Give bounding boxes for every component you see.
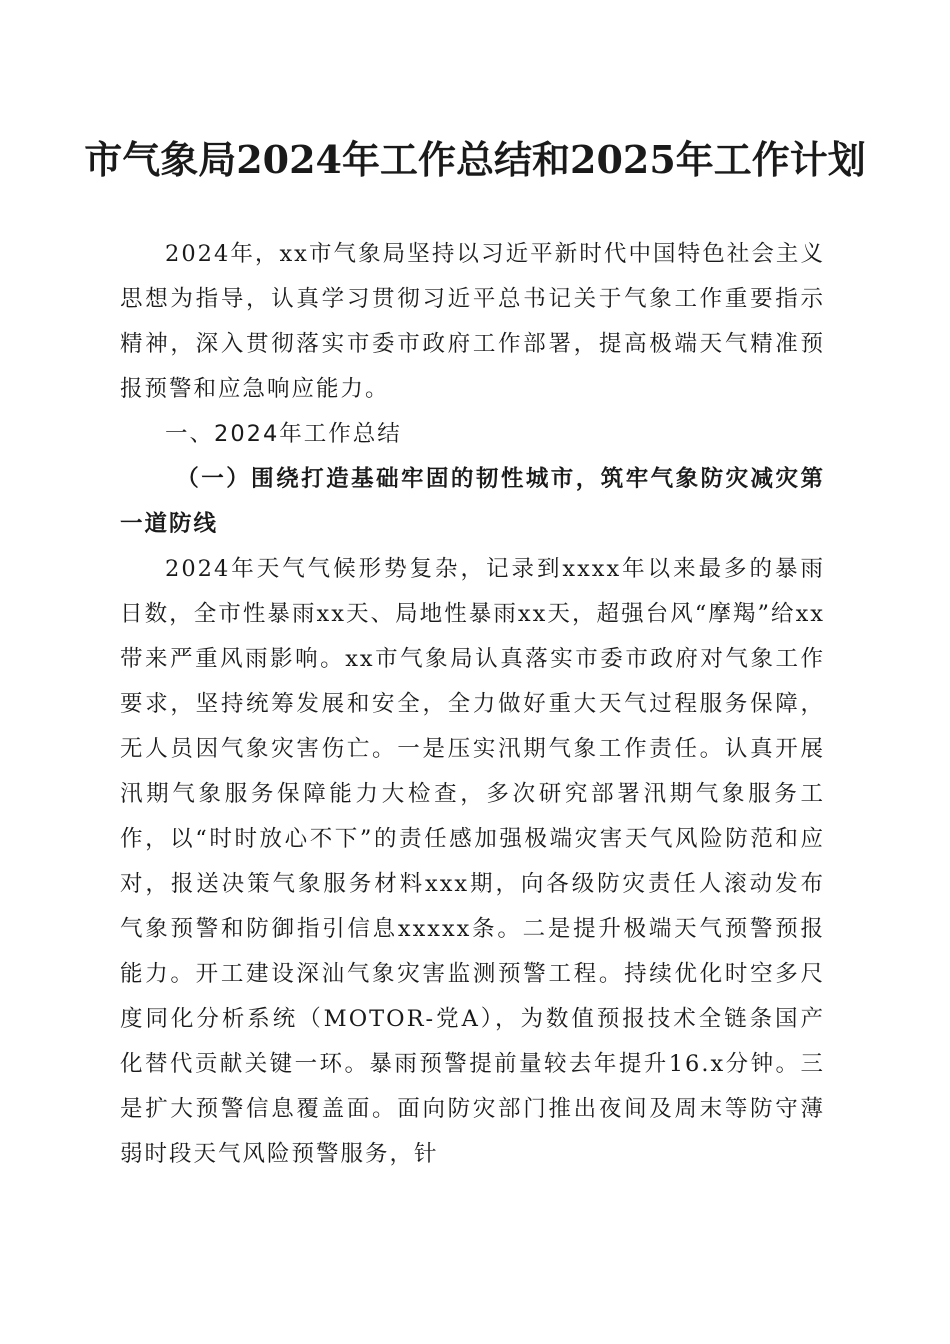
body-paragraph: 2024年天气气候形势复杂，记录到xxxx年以来最多的暴雨日数，全市性暴雨xx天、局地性暴雨xx天，超强台风“摩羯”给xx带来严重风雨影响。xx市气象局认真落实市委市政府对气象工作要求，坚持统筹发展和安全，全力做好重大天气过程服务保障，无人员因气象灾害伤亡。一是压实汛期气象工作责任。认真开展汛期气象服务保障能力大检查，多次研究部署汛期气象服务工作，以“时时放心不下”的责任感加强极端灾害天气风险防范和应对，报送决策气象服务材料xxx期，向各级防灾责任人滚动发布气象预警和防御指引信息xxxxx条。二是提升极端天气预警预报能力。开工建设深汕气象灾害监测预警工程。持续优化时空多尺度同化分析系统（MOTOR-党A），为数值预报技术全链条国产化替代贡献关键一环。暴雨预警提前量较去年提升16.x分钟。三是扩大预警信息覆盖面。面向防灾部门推出夜间及周末等防守薄弱时段天气风险预警服务，针 [120, 556, 825, 1167]
document-body [120, 232, 825, 1177]
subsection-heading: （一）围绕打造基础牢固的韧性城市，筑牢气象防灾减灾第一道防线 [120, 466, 825, 537]
intro-paragraph: 2024年，xx市气象局坚持以习近平新时代中国特色社会主义思想为指导，认真学习贯彻习近平总书记关于气象工作重要指示精神，深入贯彻落实市委市政府工作部署，提高极端天气精准预报预警和应急响应能力。 [120, 241, 825, 402]
document-title: 市气象局2024年工作总结和2025年工作计划 [84, 137, 866, 182]
section-heading: 一、2024年工作总结 [165, 421, 402, 447]
